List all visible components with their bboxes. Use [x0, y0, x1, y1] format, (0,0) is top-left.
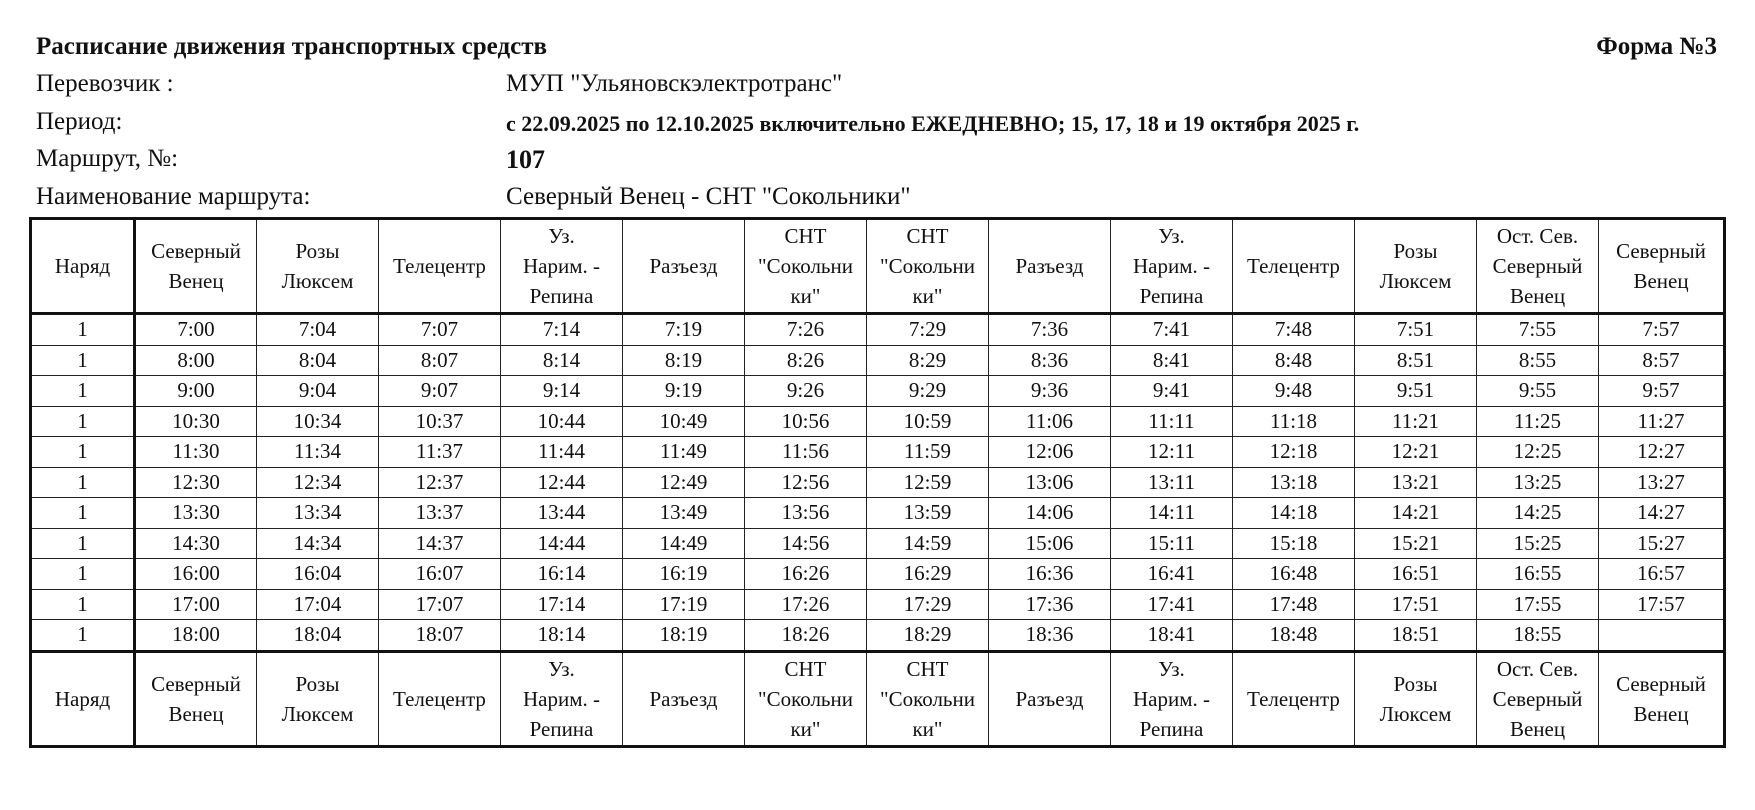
departure-time-cell: 15:06 [989, 528, 1111, 559]
departure-time-cell: 7:55 [1477, 314, 1599, 346]
header-cell [623, 219, 745, 314]
departure-time-cell: 13:44 [501, 498, 623, 529]
departure-time-cell: 12:34 [257, 467, 379, 498]
departure-time-cell: 16:14 [501, 559, 623, 590]
departure-time-cell: 15:11 [1111, 528, 1233, 559]
header-cell [1355, 219, 1477, 314]
column-header-line: Наряд [54, 254, 111, 278]
table-row [31, 589, 1725, 620]
column-header-line: Уз. [1158, 656, 1185, 681]
shift-number-cell: 1 [31, 345, 135, 376]
departure-time-cell: 8:14 [501, 345, 623, 376]
column-header-line: Уз. [1158, 224, 1185, 248]
departure-time-cell: 8:04 [257, 345, 379, 376]
departure-time-cell [1599, 620, 1725, 652]
departure-time-cell: 9:51 [1355, 376, 1477, 407]
column-header-line: Ост. Сев. [1496, 656, 1579, 681]
column-header-line: "Сокольни [758, 686, 853, 711]
departure-time-cell: 9:55 [1477, 376, 1599, 407]
departure-time-cell: 11:06 [989, 406, 1111, 437]
departure-time-cell: 14:56 [745, 528, 867, 559]
shift-number-cell: 1 [31, 528, 135, 559]
column-header-line: Телецентр [1247, 686, 1340, 711]
header-cell [501, 219, 623, 314]
departure-time-cell: 7:29 [867, 314, 989, 346]
departure-time-cell: 12:21 [1355, 437, 1477, 468]
departure-time-cell: 16:36 [989, 559, 1111, 590]
table-row [31, 345, 1725, 376]
departure-time-cell: 11:49 [623, 437, 745, 468]
departure-time-cell: 13:59 [867, 498, 989, 529]
departure-time-cell: 8:36 [989, 345, 1111, 376]
column-header-line: Нарим. - [1132, 254, 1210, 278]
departure-time-cell: 9:04 [257, 376, 379, 407]
departure-time-cell: 8:57 [1599, 345, 1725, 376]
departure-time-cell: 17:51 [1355, 589, 1477, 620]
carrier-label: Перевозчик : [36, 70, 174, 97]
period-value: с 22.09.2025 по 12.10.2025 включительно ЕЖЕДНЕВНО; 15, 17, 18 и 19 октября 2025 г. [506, 111, 1360, 136]
departure-time-cell: 18:29 [867, 620, 989, 652]
departure-time-cell: 8:48 [1233, 345, 1355, 376]
departure-time-cell: 12:25 [1477, 437, 1599, 468]
departure-time-cell: 14:06 [989, 498, 1111, 529]
departure-time-cell: 11:11 [1111, 406, 1233, 437]
departure-time-cell: 13:30 [135, 498, 257, 529]
departure-time-cell: 14:11 [1111, 498, 1233, 529]
table-row [31, 498, 1725, 529]
departure-time-cell: 10:30 [135, 406, 257, 437]
departure-time-cell: 9:26 [745, 376, 867, 407]
departure-time-cell: 17:07 [379, 589, 501, 620]
table-row [31, 559, 1725, 590]
departure-time-cell: 14:59 [867, 528, 989, 559]
column-header-line: Северный [1616, 239, 1706, 263]
header-cell [257, 219, 379, 314]
column-header-line: ки" [912, 716, 943, 741]
column-header-line: Венец [1509, 284, 1566, 308]
departure-time-cell: 11:59 [867, 437, 989, 468]
column-header-line: Телецентр [393, 254, 486, 278]
footer-header-cell [257, 651, 379, 746]
departure-time-cell: 8:55 [1477, 345, 1599, 376]
route-name-value: Северный Венец - СНТ "Сокольники" [506, 183, 911, 210]
departure-time-cell: 18:00 [135, 620, 257, 652]
departure-time-cell: 10:37 [379, 406, 501, 437]
shift-number-cell: 1 [31, 559, 135, 590]
column-header-line: Уз. [548, 224, 575, 248]
footer-header-cell [623, 651, 745, 746]
footer-header-cell [1233, 651, 1355, 746]
departure-time-cell: 16:29 [867, 559, 989, 590]
departure-time-cell: 12:06 [989, 437, 1111, 468]
departure-time-cell: 10:49 [623, 406, 745, 437]
column-header-line: "Сокольни [758, 254, 853, 278]
departure-time-cell: 8:00 [135, 345, 257, 376]
header-cell [1599, 219, 1725, 314]
column-header-line: Нарим. - [522, 254, 600, 278]
departure-time-cell: 17:00 [135, 589, 257, 620]
departure-time-cell: 10:59 [867, 406, 989, 437]
departure-time-cell: 7:04 [257, 314, 379, 346]
header-cell [1477, 219, 1599, 314]
departure-time-cell: 18:36 [989, 620, 1111, 652]
column-header-line: Телецентр [1247, 254, 1340, 278]
column-header-line: Разъезд [1015, 686, 1084, 711]
departure-time-cell: 14:34 [257, 528, 379, 559]
header-cell [867, 219, 989, 314]
departure-time-cell: 12:27 [1599, 437, 1725, 468]
column-header-line: Северный [151, 239, 241, 263]
departure-time-cell: 12:37 [379, 467, 501, 498]
column-header-line: СНТ [784, 656, 827, 681]
column-header-line: Северный [151, 671, 241, 696]
form-label: Форма №3 [1596, 33, 1717, 60]
departure-time-cell: 14:21 [1355, 498, 1477, 529]
departure-time-cell: 18:51 [1355, 620, 1477, 652]
column-header-line: Репина [1139, 716, 1204, 741]
footer-header-cell [135, 651, 257, 746]
footer-header-cell [1355, 651, 1477, 746]
header-cell [135, 219, 257, 314]
column-header-line: Люксем [281, 269, 354, 293]
shift-number-cell: 1 [31, 437, 135, 468]
footer-header-row [31, 651, 1725, 746]
table-row [31, 467, 1725, 498]
header-cell [745, 219, 867, 314]
table-row [31, 314, 1725, 346]
departure-time-cell: 11:37 [379, 437, 501, 468]
departure-time-cell: 16:19 [623, 559, 745, 590]
departure-time-cell: 15:25 [1477, 528, 1599, 559]
column-header-line: СНТ [784, 224, 827, 248]
shift-number-cell: 1 [31, 467, 135, 498]
column-header-line: Репина [1139, 284, 1204, 308]
header-row [31, 219, 1725, 314]
departure-time-cell: 17:14 [501, 589, 623, 620]
column-header-line: Люксем [281, 701, 354, 726]
column-header-line: Венец [168, 269, 224, 293]
departure-time-cell: 11:27 [1599, 406, 1725, 437]
column-header-line: Розы [295, 239, 340, 263]
departure-time-cell: 16:04 [257, 559, 379, 590]
departure-time-cell: 16:55 [1477, 559, 1599, 590]
shift-number-cell: 1 [31, 589, 135, 620]
departure-time-cell: 13:56 [745, 498, 867, 529]
departure-time-cell: 16:57 [1599, 559, 1725, 590]
shift-number-cell: 1 [31, 376, 135, 407]
route-number: 107 [506, 145, 545, 174]
departure-time-cell: 16:00 [135, 559, 257, 590]
column-header-line: Люксем [1379, 269, 1452, 293]
column-header-line: Венец [168, 701, 224, 726]
departure-time-cell: 9:00 [135, 376, 257, 407]
departure-time-cell: 12:18 [1233, 437, 1355, 468]
column-header-line: Репина [529, 716, 594, 741]
footer-header-cell [31, 651, 135, 746]
column-header-line: СНТ [906, 656, 949, 681]
header-cell [31, 219, 135, 314]
departure-time-cell: 7:14 [501, 314, 623, 346]
column-header-line: Северный [1492, 686, 1583, 711]
departure-time-cell: 9:14 [501, 376, 623, 407]
departure-time-cell: 7:41 [1111, 314, 1233, 346]
departure-time-cell: 14:49 [623, 528, 745, 559]
footer-header-cell [745, 651, 867, 746]
departure-time-cell: 12:30 [135, 467, 257, 498]
table-row [31, 406, 1725, 437]
departure-time-cell: 9:48 [1233, 376, 1355, 407]
departure-time-cell: 7:19 [623, 314, 745, 346]
departure-time-cell: 13:49 [623, 498, 745, 529]
departure-time-cell: 17:41 [1111, 589, 1233, 620]
departure-time-cell: 16:07 [379, 559, 501, 590]
footer-header-cell [501, 651, 623, 746]
column-header-line: Разъезд [649, 686, 718, 711]
departure-time-cell: 12:44 [501, 467, 623, 498]
departure-time-cell: 10:44 [501, 406, 623, 437]
footer-header-cell [379, 651, 501, 746]
table-row [31, 528, 1725, 559]
departure-time-cell: 13:18 [1233, 467, 1355, 498]
shift-number-cell: 1 [31, 314, 135, 346]
period-label: Период: [36, 108, 123, 135]
departure-time-cell: 10:34 [257, 406, 379, 437]
departure-time-cell: 15:27 [1599, 528, 1725, 559]
departure-time-cell: 18:04 [257, 620, 379, 652]
column-header-line: Люксем [1379, 701, 1452, 726]
departure-time-cell: 8:07 [379, 345, 501, 376]
departure-time-cell: 7:57 [1599, 314, 1725, 346]
departure-time-cell: 7:07 [379, 314, 501, 346]
route-name-label: Наименование маршрута: [36, 183, 311, 210]
departure-time-cell: 14:25 [1477, 498, 1599, 529]
departure-time-cell: 13:21 [1355, 467, 1477, 498]
departure-time-cell: 14:18 [1233, 498, 1355, 529]
departure-time-cell: 12:11 [1111, 437, 1233, 468]
departure-time-cell: 18:41 [1111, 620, 1233, 652]
departure-time-cell: 14:37 [379, 528, 501, 559]
departure-time-cell: 18:19 [623, 620, 745, 652]
departure-time-cell: 13:37 [379, 498, 501, 529]
departure-time-cell: 11:18 [1233, 406, 1355, 437]
departure-time-cell: 9:29 [867, 376, 989, 407]
departure-time-cell: 17:48 [1233, 589, 1355, 620]
departure-time-cell: 13:11 [1111, 467, 1233, 498]
shift-number-cell: 1 [31, 498, 135, 529]
departure-time-cell: 18:48 [1233, 620, 1355, 652]
column-header-line: СНТ [906, 224, 949, 248]
shift-number-cell: 1 [31, 620, 135, 652]
shift-number-cell: 1 [31, 406, 135, 437]
departure-time-cell: 10:56 [745, 406, 867, 437]
departure-time-cell: 15:21 [1355, 528, 1477, 559]
departure-time-cell: 9:36 [989, 376, 1111, 407]
departure-time-cell: 8:19 [623, 345, 745, 376]
route-label: Маршрут, №: [36, 145, 179, 172]
column-header-line: Телецентр [393, 686, 486, 711]
column-header-line: Северный [1616, 671, 1706, 696]
column-header-line: ки" [912, 284, 943, 308]
column-header-line: ки" [790, 284, 821, 308]
column-header-line: Венец [1633, 701, 1689, 726]
footer-header-cell [867, 651, 989, 746]
departure-time-cell: 14:44 [501, 528, 623, 559]
column-header-line: Венец [1509, 716, 1566, 741]
departure-time-cell: 16:41 [1111, 559, 1233, 590]
table-row [31, 620, 1725, 652]
schedule-table [29, 217, 1726, 748]
departure-time-cell: 8:29 [867, 345, 989, 376]
header-cell [379, 219, 501, 314]
column-header-line: Наряд [54, 686, 111, 711]
departure-time-cell: 14:27 [1599, 498, 1725, 529]
departure-time-cell: 7:26 [745, 314, 867, 346]
column-header-line: Розы [1393, 239, 1438, 263]
departure-time-cell: 9:19 [623, 376, 745, 407]
departure-time-cell: 17:26 [745, 589, 867, 620]
table-row [31, 437, 1725, 468]
departure-time-cell: 17:29 [867, 589, 989, 620]
column-header-line: Уз. [548, 656, 575, 681]
departure-time-cell: 18:14 [501, 620, 623, 652]
departure-time-cell: 7:51 [1355, 314, 1477, 346]
column-header-line: Ост. Сев. [1496, 224, 1579, 248]
column-header-line: "Сокольни [880, 254, 975, 278]
column-header-line: "Сокольни [880, 686, 975, 711]
column-header-line: Нарим. - [522, 686, 600, 711]
departure-time-cell: 11:21 [1355, 406, 1477, 437]
departure-time-cell: 8:51 [1355, 345, 1477, 376]
departure-time-cell: 16:48 [1233, 559, 1355, 590]
departure-time-cell: 11:30 [135, 437, 257, 468]
column-header-line: Нарим. - [1132, 686, 1210, 711]
column-header-line: Северный [1492, 254, 1583, 278]
departure-time-cell: 7:36 [989, 314, 1111, 346]
departure-time-cell: 18:55 [1477, 620, 1599, 652]
departure-time-cell: 9:57 [1599, 376, 1725, 407]
departure-time-cell: 11:25 [1477, 406, 1599, 437]
footer-header-cell [989, 651, 1111, 746]
footer-header-cell [1599, 651, 1725, 746]
departure-time-cell: 17:19 [623, 589, 745, 620]
header-cell [1111, 219, 1233, 314]
column-header-line: Репина [529, 284, 594, 308]
departure-time-cell: 13:06 [989, 467, 1111, 498]
footer-header-cell [1477, 651, 1599, 746]
departure-time-cell: 18:07 [379, 620, 501, 652]
departure-time-cell: 18:26 [745, 620, 867, 652]
departure-time-cell: 7:48 [1233, 314, 1355, 346]
header-cell [989, 219, 1111, 314]
footer-header-cell [1111, 651, 1233, 746]
column-header-line: Разъезд [1015, 254, 1084, 278]
page-title: Расписание движения транспортных средств [36, 33, 547, 60]
column-header-line: ки" [790, 716, 821, 741]
departure-time-cell: 13:34 [257, 498, 379, 529]
departure-time-cell: 14:30 [135, 528, 257, 559]
departure-time-cell: 17:04 [257, 589, 379, 620]
departure-time-cell: 17:36 [989, 589, 1111, 620]
departure-time-cell: 11:56 [745, 437, 867, 468]
departure-time-cell: 8:26 [745, 345, 867, 376]
departure-time-cell: 12:56 [745, 467, 867, 498]
departure-time-cell: 12:59 [867, 467, 989, 498]
column-header-line: Розы [1393, 671, 1438, 696]
column-header-line: Розы [295, 671, 340, 696]
departure-time-cell: 9:07 [379, 376, 501, 407]
departure-time-cell: 17:57 [1599, 589, 1725, 620]
departure-time-cell: 12:49 [623, 467, 745, 498]
departure-time-cell: 16:26 [745, 559, 867, 590]
departure-time-cell: 13:27 [1599, 467, 1725, 498]
departure-time-cell: 11:44 [501, 437, 623, 468]
departure-time-cell: 8:41 [1111, 345, 1233, 376]
departure-time-cell: 9:41 [1111, 376, 1233, 407]
carrier-value: МУП "Ульяновскэлектротранс" [506, 70, 843, 97]
header-cell [1233, 219, 1355, 314]
column-header-line: Венец [1633, 269, 1689, 293]
departure-time-cell: 17:55 [1477, 589, 1599, 620]
departure-time-cell: 7:00 [135, 314, 257, 346]
table-row [31, 376, 1725, 407]
departure-time-cell: 15:18 [1233, 528, 1355, 559]
departure-time-cell: 11:34 [257, 437, 379, 468]
departure-time-cell: 13:25 [1477, 467, 1599, 498]
departure-time-cell: 16:51 [1355, 559, 1477, 590]
column-header-line: Разъезд [649, 254, 718, 278]
